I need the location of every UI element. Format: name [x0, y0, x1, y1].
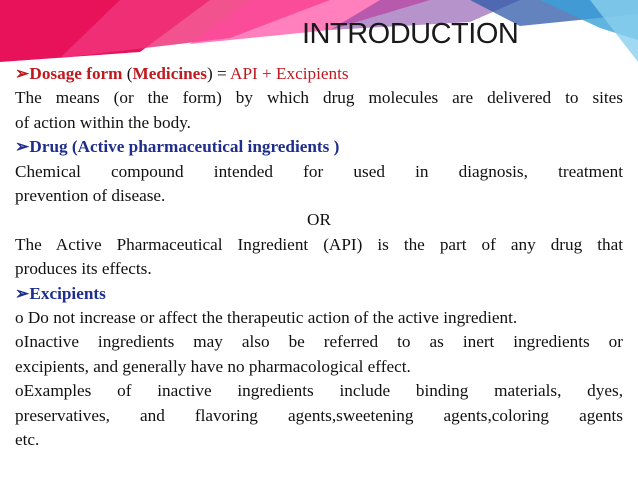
excipients-heading-line: [15, 282, 623, 306]
drug-desc-line-1: Chemical compound intended for used in diagnosis, treatment: [15, 161, 623, 181]
excipients-heading: Excipients: [29, 283, 106, 303]
slide-body: [15, 62, 623, 453]
excipient-point-3-line-1: oExamples of inactive ingredients include binding materials, dyes,: [15, 381, 623, 401]
drug-heading-line: [15, 135, 623, 159]
arrow-bullet-icon: ➢: [15, 283, 30, 303]
medicines-label: Medicines: [132, 64, 207, 83]
excipient-point-2-line-2: excipients, and generally have no pharmacological effect.: [15, 356, 411, 376]
excipient-point-2-line-1: oInactive ingredients may also be referred to as inert ingredients or: [15, 332, 623, 352]
api-desc-line-1: The Active Pharmaceutical Ingredient (API) is the part of any drug that: [15, 234, 623, 254]
excipient-point-3-line-3: etc.: [15, 430, 40, 450]
dosage-form-label: Dosage form: [29, 64, 123, 83]
dosage-form-line: [15, 62, 623, 86]
dosage-desc-line-2: of action within the body.: [15, 112, 191, 132]
dosage-paren-close: ) =: [206, 64, 231, 83]
excipient-point-1-line-1: o Do not increase or affect the therapeutic action of the active ingredient.: [15, 308, 518, 328]
arrow-bullet-icon: ➢: [15, 64, 30, 83]
dosage-formula: API + Excipients: [230, 64, 349, 83]
dosage-desc-line-1: The means (or the form) by which drug molecules are delivered to sites: [15, 88, 623, 108]
dosage-paren-open: (: [122, 64, 133, 83]
drug-heading: Drug (Active pharmaceutical ingredients ): [29, 137, 340, 157]
drug-desc-line-2: prevention of disease.: [15, 186, 166, 206]
excipient-point-3-line-2: preservatives, and flavoring agents,sweetening agents,coloring agents: [15, 405, 623, 425]
banner-stripe-lightblue: [590, 0, 638, 62]
arrow-bullet-icon: ➢: [15, 137, 30, 157]
slide-title: INTRODUCTION: [302, 18, 519, 50]
api-desc-line-2: produces its effects.: [15, 259, 152, 279]
or-separator: OR: [307, 210, 331, 230]
